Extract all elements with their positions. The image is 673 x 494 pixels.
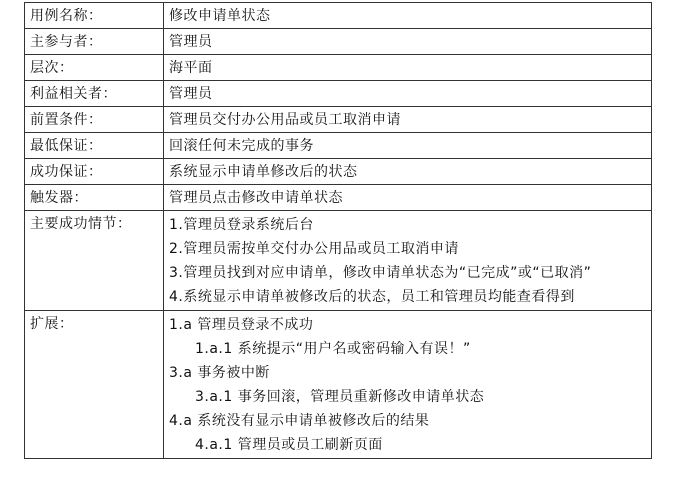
row-value-success-guarantee: 系统显示申请单修改后的状态 — [164, 159, 652, 185]
extension-item-4a: 4.a 系统没有显示申请单被修改后的结果 — [169, 413, 430, 429]
table-row — [25, 185, 652, 211]
row-value-level: 海平面 — [164, 55, 652, 81]
row-value-preconditions: 管理员交付办公用品或员工取消申请 — [164, 107, 652, 133]
table-row — [25, 159, 652, 185]
table-row — [25, 55, 652, 81]
extension-item-4a1: 4.a.1 管理员或员工刷新页面 — [195, 437, 383, 453]
table-row — [25, 3, 652, 29]
row-value-trigger: 管理员点击修改申请单状态 — [164, 185, 652, 211]
row-value-primary-actor: 管理员 — [164, 29, 652, 55]
main-scenario-steps — [164, 211, 652, 311]
main-step-3: 3.管理员找到对应申请单，修改申请单状态为“已完成”或“已取消” — [169, 265, 592, 281]
row-value-minimal-guarantee: 回滚任何未完成的事务 — [164, 133, 652, 159]
row-value-use-case-name: 修改申请单状态 — [164, 3, 652, 29]
row-label-use-case-name: 用例名称： — [25, 3, 164, 29]
use-case-table — [24, 2, 652, 459]
extension-item-3a1: 3.a.1 事务回滚，管理员重新修改申请单状态 — [195, 389, 485, 405]
main-step-4: 4.系统显示申请单被修改后的状态，员工和管理员均能查看得到 — [169, 289, 575, 305]
row-label-minimal-guarantee: 最低保证： — [25, 133, 164, 159]
table-row — [25, 107, 652, 133]
main-step-1: 1.管理员登录系统后台 — [169, 217, 314, 233]
row-label-main-scenario: 主要成功情节： — [25, 211, 164, 311]
row-label-level: 层次： — [25, 55, 164, 81]
table-row — [25, 311, 652, 459]
extension-items — [164, 311, 652, 459]
row-label-success-guarantee: 成功保证： — [25, 159, 164, 185]
main-step-2: 2.管理员需按单交付办公用品或员工取消申请 — [169, 241, 459, 257]
row-label-preconditions: 前置条件： — [25, 107, 164, 133]
table-row — [25, 133, 652, 159]
row-label-primary-actor: 主参与者： — [25, 29, 164, 55]
table-row — [25, 211, 652, 311]
extension-item-1a: 1.a 管理员登录不成功 — [169, 317, 314, 333]
table-row — [25, 81, 652, 107]
extension-item-1a1: 1.a.1 系统提示“用户名或密码输入有误！” — [195, 341, 471, 357]
row-label-extensions: 扩展： — [25, 311, 164, 459]
extension-item-3a: 3.a 事务被中断 — [169, 365, 270, 381]
row-label-stakeholders: 利益相关者： — [25, 81, 164, 107]
row-label-trigger: 触发器： — [25, 185, 164, 211]
table-row — [25, 29, 652, 55]
row-value-stakeholders: 管理员 — [164, 81, 652, 107]
